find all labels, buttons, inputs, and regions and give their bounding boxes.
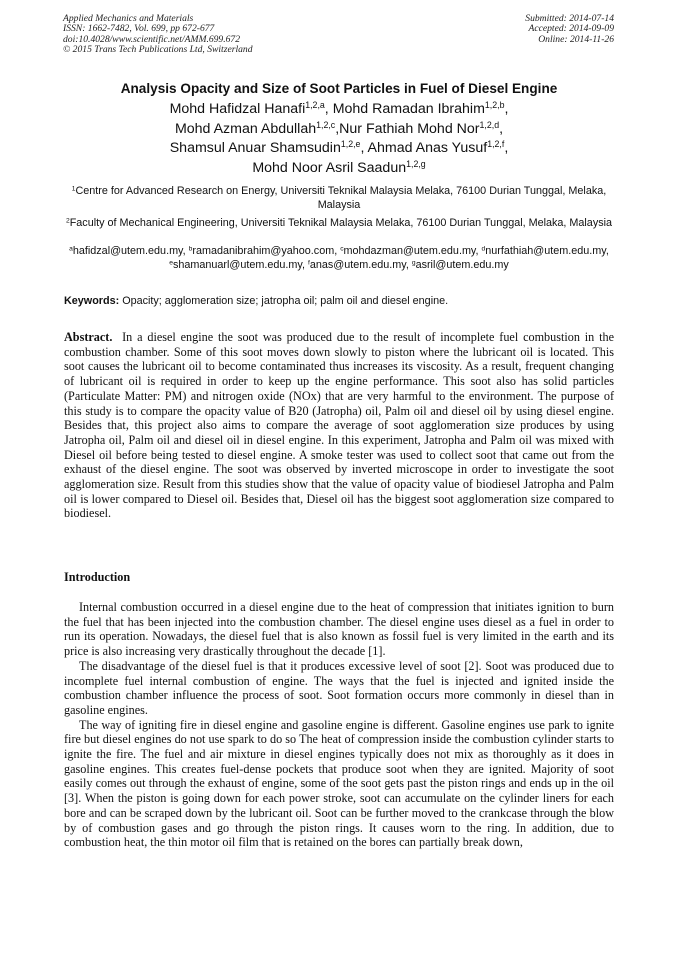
abstract-text: In a diesel engine the soot was produced due to the result of incomplete fuel combustion in the combustion chamber. Some of this soot moves down slowly to piston where the lubricant oil is located. This soot causes the lubricant oil to become contaminated thus increases its viscosity. As a result, frequent changing of lubricant oil is required in order to keep up the engine performance. This soot also has solid particles (Particulate Matter: PM) and nitrogen oxide (NOx) that are very harmful to the environment. The purpose of this study is to compare the opacity value of B20 (Jatropha) oil, Palm oil and diesel oil by using diesel engine. Besides that, this project also aims to compare the average of soot agglomeration size produces by using Jatropha oil, Palm oil and diesel oil in diesel engine. In this experiment, Jatropha and Palm oil was mixed with Diesel oil before being tested to diesel engine. A smoke tester was used to collect soot that came out from the exhaust of the diesel engine. The soot was observed by inverted microscope in order to investigate the soot agglomeration size. Result from this studies show that the value of opacity value of biodiesel Jatropha and Palm oil is lower compared to Diesel oil. Besides that, Diesel oil has the biggest soot agglomeration size compared to biodiesel. (64, 330, 615, 521)
email-sup: b (188, 245, 193, 253)
author-affil-sup: 1,2,a (305, 100, 325, 111)
author-affil-sup: 1,2,d (479, 119, 500, 130)
email-sup: f (307, 259, 310, 267)
affiliation-text: Faculty of Mechanical Engineering, Universiti Teknikal Malaysia Melaka, 76100 Durian Tunggal, Melaka, Malaysia (69, 217, 613, 229)
author-line-4 (0, 159, 678, 179)
author-affil-sup: 1,2,e (340, 139, 361, 150)
introduction-body (64, 600, 614, 850)
journal-name: Applied Mechanics and Materials (63, 13, 194, 24)
author-affil-sup: 1,2,g (406, 158, 426, 169)
email[interactable]: hafidzal@utem.edu.my, (72, 245, 186, 257)
affiliation-number: 2 (65, 217, 70, 225)
email[interactable]: asril@utem.edu.my (415, 259, 509, 272)
affiliation-number: 1 (71, 185, 76, 193)
author-name: Mohd Noor Asril Saadun (252, 159, 407, 176)
author-name: Mohd Ramadan Ibrahim (332, 101, 485, 117)
affiliation-2 (64, 216, 614, 230)
paper-title: Analysis Opacity and Size of Soot Particles in Fuel of Diesel Engine (120, 81, 558, 96)
affiliation-text: Centre for Advanced Research on Energy, Universiti Teknikal Malaysia Melaka, 76100 Durian Tunggal, Melaka, Malaysia (75, 185, 607, 211)
author-name: Mohd Azman Abdullah (174, 120, 317, 137)
author-line-3: Shamsul Anuar Shamsudin$^{1,2,e}$, Ahmad Anas Yusuf$^{1,2,f}$, (169, 139, 509, 156)
email-sup: d (481, 245, 486, 253)
author-name: Ahmad Anas Yusuf (367, 140, 488, 156)
submitted-date: Submitted: 2014-07-14 (525, 13, 614, 24)
email[interactable]: nurfathiah@utem.edu.my, (485, 245, 609, 257)
author-name: Nur Fathiah Mohd Nor (339, 120, 480, 137)
author-list (0, 100, 678, 178)
email[interactable]: shamanuarl@utem.edu.my, (173, 259, 305, 272)
email[interactable]: ramadanibrahim@yahoo.com, (192, 245, 338, 257)
author-name: Mohd Hafidzal Hanafi (169, 101, 306, 117)
email-sup: g (411, 259, 416, 267)
journal-info (63, 14, 253, 56)
keywords-text: Opacity; agglomeration size; jatropha oil; palm oil and diesel engine. (122, 295, 449, 307)
copyright-line: © 2015 Trans Tech Publications Ltd, Switzerland (63, 44, 253, 56)
publication-dates (525, 14, 614, 45)
section-heading-introduction: Introduction (64, 570, 131, 584)
paragraph: The way of igniting fire in diesel engine and gasoline engine is different. Gasoline engines use park to ignite fire but diesel engines do not use spark to do so The heat of compression inside the combustion cylinder starts to ignite the fire. The fuel and air mixture in diesel engines typically does not mix as thoroughly as it does in gasoline engines. This creates fuel-dense pockets that produce soot when they are ignited. Majority of soot easily comes out through the exhaust of engine, some of the soot gets past the piston rings and ends up in the oil [3]. When the piston is going down for each power stroke, soot can accumulate on the cylinder liners for each bore and can be scraped down by the lubricant oil. Soot can be further moved to the crankcase through the blow by of combustion gases and go through the piston rings. It causes worn to the ring. In addition, due to combustion heat, the thin motor oil film that is retained on the bores can partially break down, (64, 717, 614, 850)
abstract (64, 330, 614, 521)
affiliation-1 (64, 184, 614, 212)
paragraph: The disadvantage of the diesel fuel is that it produces excessive level of soot [2]. Soot was produced due to incomplete fuel internal combustion of engine. The ways that the fuel is injected and ignited inside the combustion chamber influence the process of soot. Soot formation occurs more commonly in diesel than in gasoline engines. (64, 658, 614, 717)
paragraph: Internal combustion occurred in a diesel engine due to the heat of compression that initiates ignition to burn the fuel that has been injected into the combustion chamber. The diesel engine uses diesel as a fuel in order to run its operation. Nowadays, the diesel fuel that is also known as fossil fuel is very limited in the earth and its price is also increasing very drastically throughout the decade [1]. (64, 600, 614, 659)
email-sup: c (340, 245, 344, 253)
email-sup: a (69, 245, 73, 253)
author-line-2: Mohd Azman Abdullah$^{1,2,c}$,Nur Fathiah Mohd Nor$^{1,2,d}$, (174, 119, 504, 137)
email[interactable]: mohdazman@utem.edu.my, (343, 245, 479, 257)
doi-line: doi:10.4028/www.scientific.net/AMM.699.672 (63, 33, 241, 45)
author-line-1: Mohd Hafidzal Hanafi$^{1,2,a}$, Mohd Ramadan Ibrahim$^{1,2,b}$, (169, 100, 509, 117)
author-affil-sup: 1,2,c (316, 119, 336, 130)
accepted-date: Accepted: 2014-09-09 (528, 23, 614, 35)
keywords (64, 294, 614, 308)
author-affil-sup: 1,2,f (487, 139, 505, 150)
keywords-label: Keywords: (64, 295, 120, 307)
email[interactable]: anas@utem.edu.my, (309, 259, 409, 272)
email-sup: e (169, 259, 173, 267)
author-affil-sup: 1,2,b (484, 100, 505, 111)
issn-line: ISSN: 1662-7482, Vol. 699, pp 672-677 (63, 23, 215, 35)
author-emails (60, 244, 618, 272)
online-date: Online: 2014-11-26 (538, 33, 614, 45)
author-name: Shamsul Anuar Shamsudin (169, 140, 341, 156)
abstract-label: Abstract. (64, 330, 113, 344)
